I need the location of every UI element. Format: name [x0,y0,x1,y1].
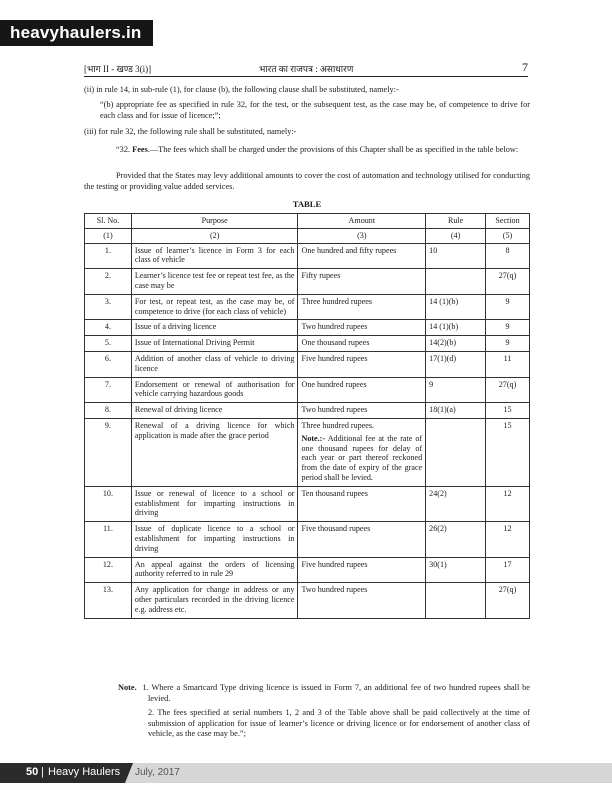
subheader-cell: (1) [85,228,132,243]
paragraph-rule-32: (iii) for rule 32, the following rule shall be substituted, namely:- [84,127,297,136]
cell-rule: 17(1)(d) [426,351,486,377]
cell-purpose: Issue of learner’s licence in Form 3 for each class of vehicle [131,243,298,269]
cell-rule [426,418,486,486]
cell-purpose: Renewal of driving licence [131,403,298,419]
table-row [85,583,530,618]
cell-amount: Five hundred rupees [298,557,426,583]
footer-page-number: 50 [26,766,39,778]
cell-amount: Two hundred rupees [298,320,426,336]
table-caption: TABLE [292,199,322,209]
cell-sl-no: 1. [85,243,132,269]
fees-number: “32. [116,145,131,154]
cell-amount: Ten thousand rupees [298,486,426,521]
cell-rule: 14(2)(b) [426,336,486,352]
cell-section: 9 [486,320,530,336]
cell-sl-no: 6. [85,351,132,377]
cell-sl-no: 12. [85,557,132,583]
table-row [85,294,530,320]
cell-amount: One thousand rupees [298,336,426,352]
cell-purpose: Issue or renewal of licence to a school or establishment for imparting instructions in driving [131,486,298,521]
cell-section: 12 [486,522,530,557]
table-row [85,557,530,583]
cell-amount: Fifty rupees [298,269,426,295]
header-page-number: 7 [522,60,528,74]
page-footer [0,763,612,783]
cell-amount: One hundred rupees [298,377,426,403]
subheader-cell: (2) [131,228,298,243]
paragraph-fees [84,145,530,156]
cell-section: 27(q) [486,269,530,295]
notes-block [118,683,530,740]
table-row [85,486,530,521]
subheader-cell: (3) [298,228,426,243]
cell-rule: 26(2) [426,522,486,557]
cell-section: 11 [486,351,530,377]
cell-amount: Two hundred rupees [298,583,426,618]
note-label: Note. [118,683,137,692]
subheader-cell: (5) [486,228,530,243]
fees-table [84,213,530,619]
table-header-row [85,214,530,229]
cell-amount: Five thousand rupees [298,522,426,557]
table-row [85,522,530,557]
cell-purpose: Addition of another class of vehicle to driving licence [131,351,298,377]
cell-section: 9 [486,336,530,352]
cell-purpose: For test, or repeat test, as the case may be, of competence to drive (for each class of vehicle) [131,294,298,320]
cell-sl-no: 7. [85,377,132,403]
cell-amount: Three hundred rupees [298,294,426,320]
cell-rule: 18(1)(a) [426,403,486,419]
amount-note-text: Additional fee at the rate of one thousand rupees for delay of each year or part thereof reckoned from the date of expiry of the grace period shall be levied. [301,433,423,482]
footer-separator: | [41,766,44,778]
site-brand: heavyhaulers.in [0,20,153,46]
note-2: 2. The fees specified at serial numbers 1, 2 and 3 of the Table above shall be paid collectively at the time of submission of application for issue of learner’s licence or driving licence or for endorsement of another class of vehicle, as the case may be.”; [148,708,530,738]
cell-purpose: Any application for change in address or any other particulars recorded in the driving licence e.g. address etc. [131,583,298,618]
paragraph-rule-14: (ii) in rule 14, in sub-rule (1), for clause (b), the following clause shall be substituted, namely:- [84,85,399,94]
cell-rule [426,269,486,295]
paragraph-clause-b: “(b) appropriate fee as specified in rule 32, for the test, or the subsequent test, as the case may be, of competence to drive for each class and for issue of licence;”; [100,100,530,120]
cell-section: 27(q) [486,377,530,403]
cell-rule: 9 [426,377,486,403]
running-header [84,62,528,76]
cell-purpose: Endorsement or renewal of authorisation for vehicle carrying hazardous goods [131,377,298,403]
fees-text: .—The fees which shall be charged under the provisions of this Chapter shall be as specified in the table below: [147,145,519,154]
cell-sl-no: 11. [85,522,132,557]
subheader-cell: (4) [426,228,486,243]
footer-date: July, 2017 [135,767,180,778]
table-subheader-row [85,228,530,243]
cell-amount [298,418,426,486]
table-row [85,320,530,336]
cell-sl-no: 8. [85,403,132,419]
cell-purpose: An appeal against the orders of licensing authority referred to in rule 29 [131,557,298,583]
header-divider [84,76,528,77]
cell-section: 15 [486,403,530,419]
cell-section: 27(q) [486,583,530,618]
cell-rule: 14 (1)(b) [426,294,486,320]
table-body [85,243,530,618]
cell-sl-no: 3. [85,294,132,320]
header-rule: Rule [426,214,486,229]
cell-section: 8 [486,243,530,269]
header-purpose: Purpose [131,214,298,229]
cell-rule: 24(2) [426,486,486,521]
footer-magazine: Heavy Haulers [48,766,121,778]
fees-heading: Fees [132,145,148,154]
table-row [85,243,530,269]
header-sl-no: Sl. No. [85,214,132,229]
table-row [85,336,530,352]
cell-rule: 10 [426,243,486,269]
cell-amount: One hundred and fifty rupees [298,243,426,269]
cell-sl-no: 4. [85,320,132,336]
cell-section: 12 [486,486,530,521]
cell-purpose: Issue of International Driving Permit [131,336,298,352]
cell-purpose: Issue of a driving licence [131,320,298,336]
cell-sl-no: 5. [85,336,132,352]
table-row [85,377,530,403]
cell-section: 9 [486,294,530,320]
cell-sl-no: 2. [85,269,132,295]
header-gazette-title: भारत का राजपत्र : असाधारण [259,64,354,74]
paragraph-proviso: Provided that the States may levy additional amounts to cover the cost of automation and technology utilised for conducting the testing or providing value added services. [84,171,530,191]
cell-section: 17 [486,557,530,583]
cell-amount: Five hundred rupees [298,351,426,377]
amount-note [301,434,422,483]
cell-sl-no: 10. [85,486,132,521]
header-part: [भाग II - खण्ड 3(i)] [84,64,152,74]
cell-rule: 30(1) [426,557,486,583]
table-row [85,351,530,377]
header-amount: Amount [298,214,426,229]
cell-purpose: Renewal of a driving licence for which application is made after the grace period [131,418,298,486]
cell-purpose: Issue of duplicate licence to a school or establishment for imparting instructions in driving [131,522,298,557]
cell-sl-no: 9. [85,418,132,486]
cell-purpose: Learner’s licence test fee or repeat test fee, as the case may be [131,269,298,295]
header-section: Section [486,214,530,229]
table-row [85,269,530,295]
cell-section: 15 [486,418,530,486]
table-row [85,403,530,419]
cell-rule [426,583,486,618]
table-row [85,418,530,486]
cell-rule: 14 (1)(b) [426,320,486,336]
amount-text: Three hundred rupees. [301,420,375,430]
cell-sl-no: 13. [85,583,132,618]
note-1 [118,683,530,704]
cell-amount: Two hundred rupees [298,403,426,419]
note-1-text: 1. Where a Smartcard Type driving licence is issued in Form 7, an additional fee of two hundred rupees shall be levied. [142,683,530,703]
amount-note-label: Note.:- [301,433,326,443]
